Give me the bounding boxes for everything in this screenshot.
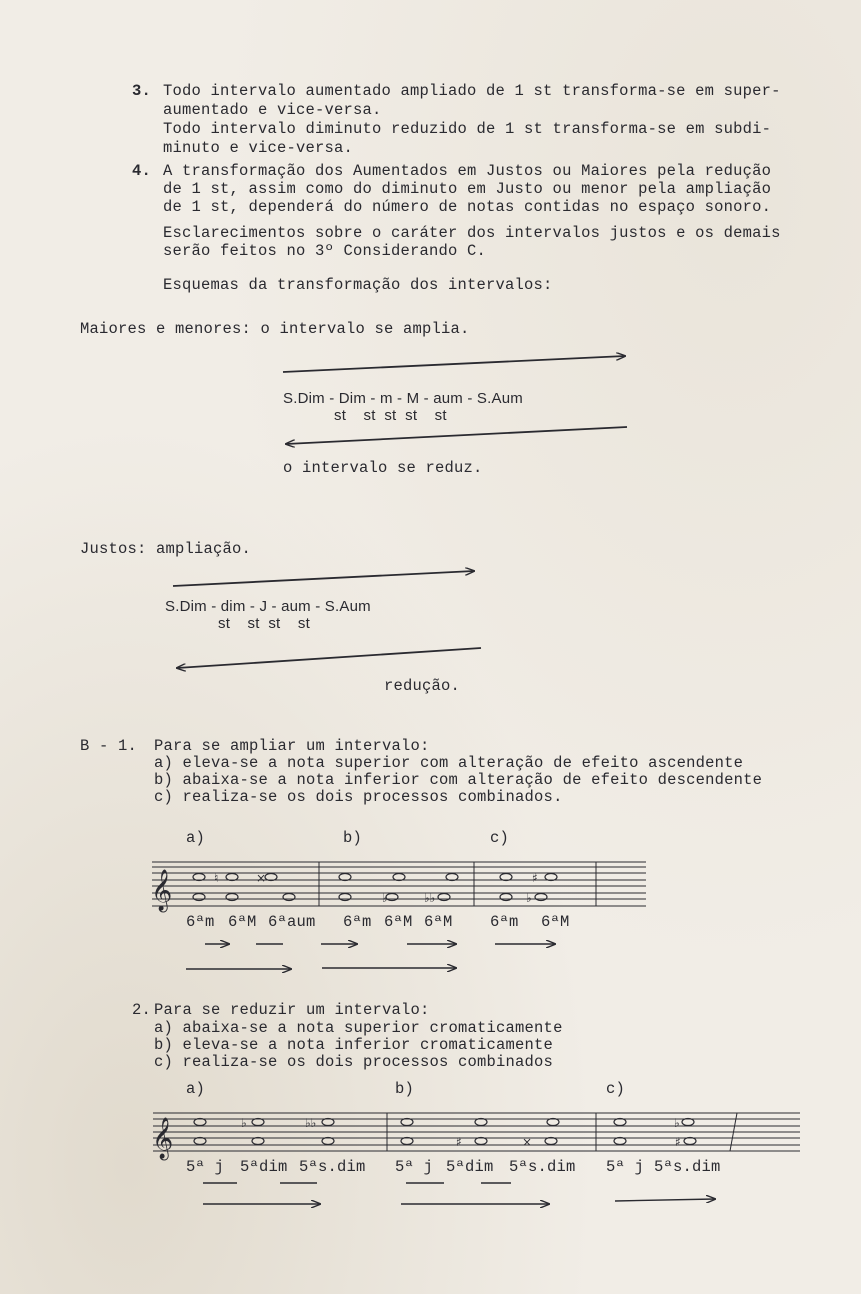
interval-label: 5ªs.dim [654, 1158, 721, 1176]
clarification-line-1: Esclarecimentos sobre o caráter dos intervalos justos e os demais [163, 224, 781, 242]
svg-text:♭♭: ♭♭ [424, 891, 436, 905]
svg-text:♯: ♯ [675, 1135, 681, 1149]
interval-label: 5ª j [186, 1158, 225, 1176]
item-3-line-1: Todo intervalo aumentado ampliado de 1 st transforma-se em super- [163, 82, 781, 100]
svg-text:×: × [522, 1135, 533, 1149]
item-4-line-3: de 1 st, dependerá do número de notas contidas no espaço sonoro. [163, 198, 772, 216]
interval-label: 6ªm [186, 913, 215, 931]
section-b2-title: Para se reduzir um intervalo: [154, 1001, 430, 1019]
section-b1-item-a: a) eleva-se a nota superior com alteração de efeito ascendente [154, 754, 744, 772]
example-2-label-b: b) [395, 1080, 415, 1098]
example-2-label-c: c) [606, 1080, 626, 1098]
item-number-4: 4. [132, 162, 152, 180]
schemes-heading: Esquemas da transformação dos intervalos: [163, 276, 553, 294]
section-b1-number: B - 1. [80, 737, 138, 755]
section-b1-title: Para se ampliar um intervalo: [154, 737, 430, 755]
section-b2-item-b: b) eleva-se a nota inferior cromaticamente [154, 1036, 554, 1054]
perfect-semitones: st st st st [218, 615, 310, 632]
amplify-arrow [283, 356, 625, 372]
interval-label: 6ªM [228, 913, 257, 931]
interval-label: 6ªM [384, 913, 413, 931]
major-minor-semitones: st st st st st [334, 407, 447, 424]
section-b2-item-a: a) abaixa-se a nota superior cromaticamente [154, 1019, 563, 1037]
item-3-line-3: Todo intervalo diminuto reduzido de 1 st transforma-se em subdi- [163, 120, 772, 138]
interval-label: 6ªM [541, 913, 570, 931]
section-b1-item-b: b) abaixa-se a nota inferior com alteração de efeito descendente [154, 771, 763, 789]
interval-label: 6ªm [343, 913, 372, 931]
section-b1-item-c: c) realiza-se os dois processos combinados. [154, 788, 563, 806]
arrows-example-2 [203, 1183, 715, 1204]
staff-example-1 [152, 862, 646, 906]
accidentals-example-1 [214, 871, 538, 905]
interval-label: 5ªdim [240, 1158, 288, 1176]
item-4-line-2: de 1 st, assim como do diminuto em Justo ou menor pela ampliação [163, 180, 772, 198]
example-1-label-c: c) [490, 829, 510, 847]
perfect-sequence: S.Dim - dim - J - aum - S.Aum [165, 598, 371, 615]
svg-text:♭: ♭ [674, 1116, 680, 1130]
item-3-line-4: minuto e vice-versa. [163, 139, 354, 157]
major-minor-sequence: S.Dim - Dim - m - M - aum - S.Aum [283, 390, 523, 407]
clarification-line-2: serão feitos no 3º Considerando C. [163, 242, 487, 260]
interval-label: 6ªm [490, 913, 519, 931]
perfect-heading: Justos: ampliação. [80, 540, 252, 558]
example-1-label-b: b) [343, 829, 363, 847]
treble-clef-icon: 𝄞 [152, 1118, 174, 1159]
interval-label: 6ªM [424, 913, 453, 931]
interval-label: 5ª j [395, 1158, 434, 1176]
item-4-line-1: A transformação dos Aumentados em Justos ou Maiores pela redução [163, 162, 772, 180]
staff-example-2 [153, 1113, 800, 1151]
svg-text:×: × [256, 871, 267, 885]
reduce-arrow [177, 648, 481, 668]
interval-label: 6ªaum [268, 913, 316, 931]
interval-label: 5ªs.dim [299, 1158, 366, 1176]
svg-text:♯: ♯ [456, 1135, 462, 1149]
interval-label: 5ª j [606, 1158, 645, 1176]
svg-text:♯: ♯ [532, 871, 538, 885]
major-minor-reduction-label: o intervalo se reduz. [283, 459, 483, 477]
major-minor-heading: Maiores e menores: o intervalo se amplia. [80, 320, 470, 338]
section-b2-number: 2. [132, 1001, 152, 1019]
svg-text:♭: ♭ [382, 891, 388, 905]
treble-clef-icon: 𝄞 [151, 870, 173, 911]
svg-text:♮: ♮ [214, 871, 219, 885]
svg-text:♭: ♭ [526, 891, 532, 905]
example-2-label-a: a) [186, 1080, 206, 1098]
reduce-arrow [286, 427, 627, 444]
item-3-line-2: aumentado e vice-versa. [163, 101, 382, 119]
notes-example-1 [193, 874, 557, 901]
example-1-label-a: a) [186, 829, 206, 847]
section-b2-item-c: c) realiza-se os dois processos combinados [154, 1053, 554, 1071]
svg-text:♭♭: ♭♭ [305, 1116, 317, 1130]
svg-text:♭: ♭ [241, 1116, 247, 1130]
amplify-arrow [173, 571, 474, 586]
arrows-example-1 [186, 944, 555, 969]
interval-label: 5ªdim [446, 1158, 494, 1176]
perfect-reduction-label: redução. [384, 677, 461, 695]
interval-label: 5ªs.dim [509, 1158, 576, 1176]
item-number-3: 3. [132, 82, 152, 100]
